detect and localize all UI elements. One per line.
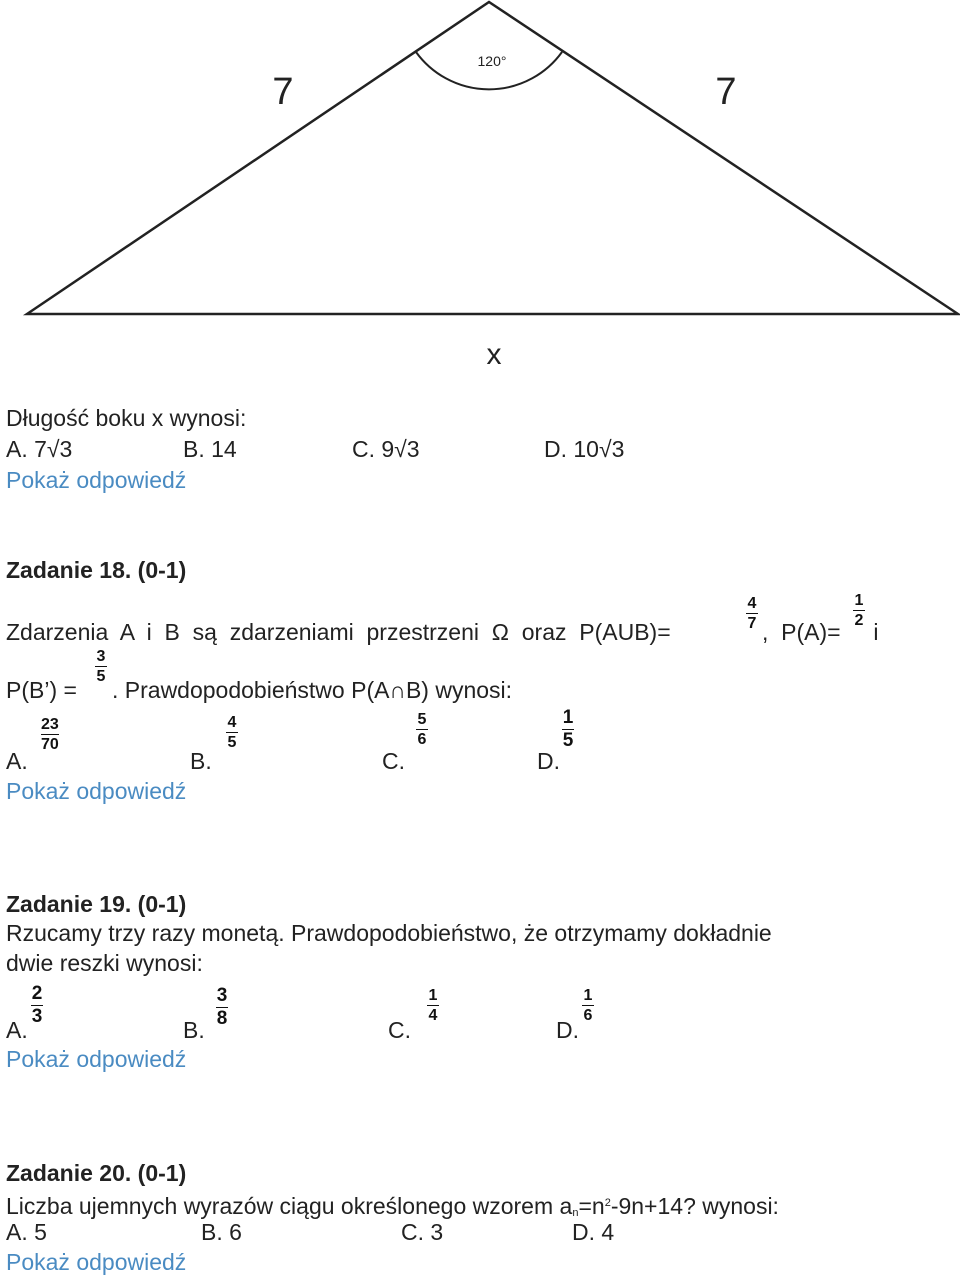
q20-text-c: -9n+14? wynosi:	[610, 1193, 779, 1219]
triangle	[27, 2, 958, 314]
q19-line2: dwie reszki wynosi:	[6, 950, 203, 976]
q20-sub-n: n	[572, 1207, 579, 1219]
q19-option-b-label: B.	[183, 1017, 205, 1043]
q20-option-a: A. 5	[6, 1219, 47, 1245]
q18-frac-pb: 3 5	[96, 648, 106, 685]
triangle-figure	[0, 0, 960, 380]
q18-option-c-frac: 5 6	[417, 711, 427, 748]
q18-title: Zadanie 18. (0-1)	[6, 557, 187, 583]
q17-option-d: D. 10√3	[544, 436, 625, 462]
q19-option-c-frac: 1 4	[428, 987, 438, 1024]
q18-line2-prefix: P(B’) =	[6, 677, 77, 703]
q17-question: Długość boku x wynosi:	[6, 405, 247, 431]
q19-option-d-frac: 1 6	[583, 987, 593, 1024]
q18-frac-paub: 4 7	[747, 595, 757, 632]
q20-option-d: D. 4	[572, 1219, 615, 1245]
side-left-label: 7	[272, 71, 294, 113]
q18-line1-mid: , P(A)=	[762, 619, 841, 645]
q19-option-b-frac: 3 8	[216, 985, 228, 1029]
q20-option-c: C. 3	[401, 1219, 444, 1245]
q19-option-a-frac: 2 3	[31, 983, 43, 1027]
q17-show-answer-link[interactable]: Pokaż odpowiedź	[6, 467, 187, 493]
q18-line1-end: i	[867, 619, 879, 645]
q18-option-b-frac: 4 5	[227, 714, 237, 751]
q20-text	[6, 1190, 779, 1226]
q18-line2-suffix: . Prawdopodobieństwo P(A∩B) wynosi:	[112, 677, 513, 703]
q19-option-c-label: C.	[388, 1017, 411, 1043]
q18-option-a-label: A.	[6, 748, 28, 774]
q20-text-a: Liczba ujemnych wyrazów ciągu określonego wzorem a	[6, 1193, 573, 1219]
q18-line1-prefix: Zdarzenia A i B są zdarzeniami przestrzeni Ω oraz P(AUB)=	[6, 619, 671, 645]
q19-title: Zadanie 19. (0-1)	[6, 891, 187, 917]
angle-label: 120°	[477, 53, 507, 69]
q20-show-answer-link[interactable]: Pokaż odpowiedź	[6, 1249, 187, 1275]
q18-option-d-label: D.	[537, 748, 560, 774]
q19-line1: Rzucamy trzy razy monetą. Prawdopodobieństwo, że otrzymamy dokładnie	[6, 920, 772, 946]
q18-frac-pa: 1 2	[854, 592, 864, 629]
q17-option-c: C. 9√3	[352, 436, 420, 462]
q20-option-b: B. 6	[201, 1219, 242, 1245]
q20-text-b: =n	[578, 1193, 605, 1219]
q18-option-d-frac: 1 5	[562, 707, 574, 751]
base-label: x	[486, 338, 502, 371]
q18-option-c-label: C.	[382, 748, 405, 774]
q19-option-a-label: A.	[6, 1017, 28, 1043]
q20-title: Zadanie 20. (0-1)	[6, 1160, 187, 1186]
q19-show-answer-link[interactable]: Pokaż odpowiedź	[6, 1046, 187, 1072]
q17-option-a: A. 7√3	[6, 436, 73, 462]
q19-option-d-label: D.	[556, 1017, 579, 1043]
side-right-label: 7	[715, 71, 737, 113]
q20-sup-2: 2	[604, 1197, 611, 1209]
q18-show-answer-link[interactable]: Pokaż odpowiedź	[6, 778, 187, 804]
q17-option-b: B. 14	[183, 436, 237, 462]
q18-option-b-label: B.	[190, 748, 212, 774]
q18-option-a-frac: 23 70	[41, 716, 59, 753]
